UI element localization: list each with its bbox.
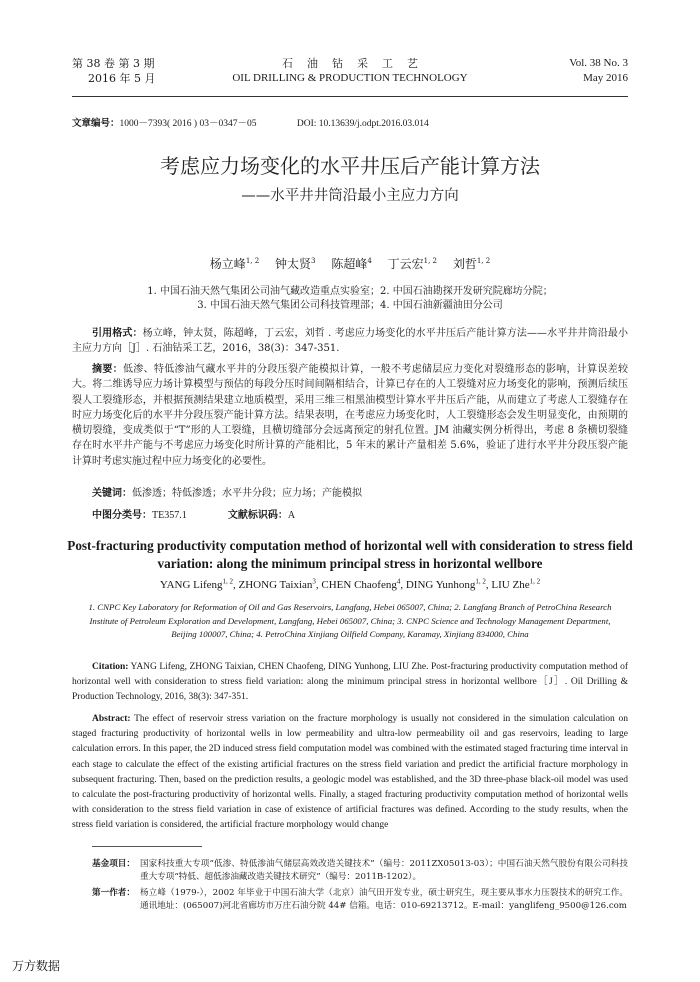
abstract-en [72, 712, 628, 836]
clc-value: TE357.1 [152, 510, 187, 521]
authors-en: YANG Lifeng$^{1, 2}$, ZHONG Taixian$^3$, CHEN Chaofeng$^4$, DING Yunhong$^{1, 2}$, LIU Zhe$^{1, 2}$ [159, 577, 541, 591]
header-divider [72, 96, 628, 97]
footnote-divider [92, 846, 202, 847]
keywords-cn-label: 关键词： [92, 488, 132, 499]
affiliation-line: 3. 中国石油天然气集团公司科技管理部；4. 中国石油新疆油田分公司 [197, 300, 503, 311]
doi: DOI: 10.13639/j.odpt.2016.03.014 [296, 119, 429, 129]
title-cn: 考虑应力场变化的水平井压后产能计算方法 [160, 154, 540, 178]
author-en: DING Yunhong$^{1, 2}$ [405, 577, 486, 591]
header-right [569, 56, 628, 86]
footnote-author [92, 887, 628, 913]
author-en: LIU Zhe$^{1, 2}$ [491, 577, 541, 591]
citation-cn-text: 杨立峰，钟太贤，陈超峰，丁云宏，刘哲 . 考虑应力场变化的水平井压后产能计算方法——水平井井筒沿最小主应力方向［J］. 石油钻采工艺，2016，38(3)：347-351. [72, 328, 628, 354]
article-meta [72, 117, 429, 131]
watermark: 万方数据 [12, 959, 61, 973]
subtitle-cn: ——水平井井筒沿最小主应力方向 [241, 188, 459, 204]
citation-cn-label: 引用格式： [92, 328, 143, 339]
affiliations-en: 1. CNPC Key Laboratory for Reformation of Oil and Gas Reservoirs, Langfang, Hebei 065007, China; 2. Langfang Branch of PetroChina Research Institute of Petroleum Exploration and Development, Langfang, Hebei 065007, China; 3. CNPC Science and Technology Management Department, Beijing 100007, China; 4. PetroChina Xinjiang Oilfield Company, Karamay, Xinjiang 834000, China [88, 602, 612, 640]
fund-text: 国家科技重大专项“低渗、特低渗油气储层高效改造关键技术”（编号：2011ZX05013-03）；中国石油天然气股份有限公司科技重大专项“特低、超低渗油藏改造关键技术研究”（编号：2011B-1202）。 [140, 859, 628, 882]
author-cn: 丁云宏$^{1, 2}$ [387, 257, 437, 271]
header-center [72, 56, 628, 86]
abstract-en-text: The effect of reservoir stress variation on the fracture morphology is usually not considered in the simulation calculation on staged fracturing productivity of horizontal wells in low permeability and ultra-low permeability oil and gas reservoirs, leading to large calculation errors. In this paper, the 2D induced stress field computation model was combined with the estimated staged fracturing time interval in each stage to calculate the effect of the existing artificial fractures on the stress field variation and predict the artificial fracture morphology in subsequent fracturing. Then, based on the prediction results, a geologic model was established, and the 3D three-phase black-oil model was used to calculate the post-fracturing productivity of horizontal wells. Finally, a staged fracturing productivity computation method of horizontal wells with consideration to the stress field variation in case of existence of artificial fractures was defined. According to the study results, when the stress field variation is considered, the artificial fracture morphology would change [72, 714, 628, 831]
author-cn: 杨立峰$^{1, 2}$ [209, 257, 260, 271]
author-en: ZHONG Taixian$^3$ [238, 577, 316, 591]
author-cn: 陈超峰$^4$ [331, 257, 372, 271]
article-no: 1000－7393( 2016 ) 03－0347－05 [119, 119, 257, 129]
keywords-cn [92, 487, 362, 501]
authors-cn [0, 256, 700, 272]
abstract-en-label: Abstract: [92, 714, 131, 724]
keywords-cn-text: 低渗透；特低渗透；水平井分段；应力场；产能模拟 [132, 488, 362, 499]
affiliations-cn [80, 285, 620, 313]
author-cn: 刘哲$^{1, 2}$ [452, 257, 491, 271]
citation-cn [72, 326, 628, 356]
title-en: Post-fracturing productivity computation method of horizontal well with consideration to stress field variation: along the minimum principal stress in horizontal wellbore [67, 538, 633, 571]
footnote-fund [92, 858, 628, 884]
citation-en-text: YANG Lifeng, ZHONG Taixian, CHEN Chaofeng, DING Yunhong, LIU Zhe. Post-fracturing productivity computation method of horizontal well with consideration to stress field variation: along the minimum principal stress in horizontal wellbore［J］. Oil Drilling & Production Technology, 2016, 38(3): 347-351. [72, 662, 628, 702]
doc-code-label: 文献标识码： [227, 510, 288, 521]
author-cn: 钟太贤$^3$ [275, 257, 316, 271]
citation-en [72, 660, 628, 705]
abstract-cn-text: 低渗、特低渗油气藏水平井的分段压裂产能模拟计算，一般不考虑储层应力变化对裂缝形态的影响，计算误差较大。将二维诱导应力场计算模型与预估的每段分压时间间隔相结合，计算已存在的人工裂缝对应力场变化的影响，预测后续压裂人工裂缝形态，并根据预测结果建立地质模型，采用三维三相黑油模型计算水平井压后产能，从而建立了考虑人工裂缝存在时应力场变化后的水平井分段压裂产能计算方法。结果表明，在考虑应力场变化时，人工裂缝形态会发生明显变化，由预期的横切裂缝，变成类似于“T”形的人工裂缝，且横切缝部分会远离预定的射孔位置。JM 油藏实例分析得出，考虑 8 条横切裂缝存在时水平井产能与不考虑应力场变化时所计算的产能相比，5 年末的累计产量相差 5.6%，验证了进行水平井分段压裂产能计算时考虑实施过程中应力场变化的必要性。 [72, 364, 629, 467]
fund-label: 基金项目： [92, 859, 135, 869]
classification [92, 509, 295, 523]
abstract-cn-label: 摘要： [92, 364, 123, 375]
abstract-cn [72, 362, 628, 469]
clc-label: 中图分类号： [92, 510, 152, 521]
first-author-text: 杨立峰（1979-），2002 年毕业于中国石油大学（北京）油气田开发专业，硕士研究生，现主要从事水力压裂技术的研究工作。通讯地址：(065007)河北省廊坊市万庄石油分院 44# 信箱。电话：010-69213712。E-mail：yanglifeng_9500@126.com [140, 888, 628, 911]
date-cn: 2016 年 5 月 [88, 72, 156, 85]
first-author-label: 第一作者： [92, 888, 135, 898]
journal-name-en: OIL DRILLING & PRODUCTION TECHNOLOGY [232, 72, 468, 84]
article-no-label: 文章编号： [72, 118, 120, 129]
date-en: May 2016 [583, 72, 628, 84]
running-header [72, 56, 628, 92]
affiliation-line: 1. 中国石油天然气集团公司油气藏改造重点实验室；2. 中国石油勘探开发研究院廊坊分院； [147, 286, 553, 297]
doc-code-value: A [287, 510, 296, 521]
volume-en: Vol. 38 No. 3 [569, 57, 628, 69]
journal-name-cn: 石油钻采工艺 [282, 57, 432, 70]
author-en: CHEN Chaofeng$^4$ [321, 577, 401, 591]
citation-en-label: Citation: [92, 662, 129, 672]
volume-cn: 第 38 卷 第 3 期 [72, 57, 155, 70]
author-en: YANG Lifeng$^{1, 2}$ [159, 577, 234, 591]
